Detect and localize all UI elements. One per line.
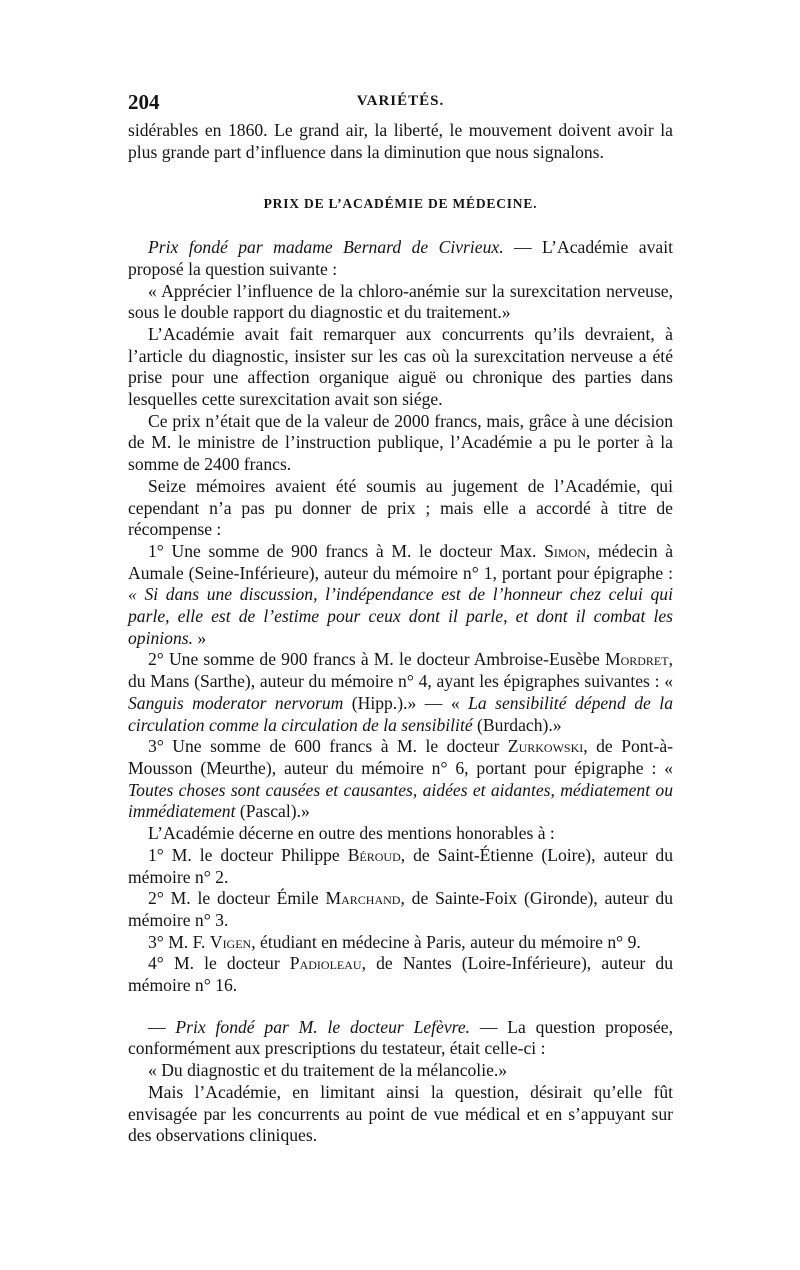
award-2-text4: (Burdach).» — [472, 714, 562, 735]
mention-1-text2: , de Saint-Étienne (Loire), auteur du mémoire n° 2. — [128, 844, 674, 887]
award-1-name: Simon — [544, 540, 586, 561]
award-2-text: 2° Une somme de 900 francs à M. le docteur Ambroise-Eusèbe — [148, 649, 605, 670]
mention-3 — [128, 932, 673, 954]
lefevre-prize-title: Prix fondé par M. le docteur Lefèvre. — [175, 1016, 471, 1037]
paragraph-final: Mais l’Académie, en limitant ainsi la question, désirait qu’elle fût envisagée par les concurrents au point de vue médical et en s’appuyant sur des observations cliniques. — [128, 1081, 673, 1146]
mention-1 — [128, 845, 673, 888]
paragraph-lefevre-prize — [128, 1017, 673, 1060]
award-3-epigraph: Toutes choses sont causées et causantes, aidées et aidantes, médiatement ou immédiatement — [128, 779, 673, 822]
award-3-name: Zurkowski — [507, 736, 584, 757]
paragraph-question: « Apprécier l’influence de la chloro-anémie sur la surexcitation nerveuse, sous le double rapport du diagnostic et du traitement.» — [128, 280, 673, 323]
mention-1-text: 1° M. le docteur Philippe — [148, 844, 348, 865]
mention-2-text: 2° M. le docteur Émile — [148, 888, 326, 909]
award-3-text3: (Pascal).» — [235, 801, 310, 822]
page — [128, 90, 673, 1147]
mention-4 — [128, 953, 673, 996]
award-3-text: 3° Une somme de 600 francs à M. le docteur — [148, 736, 508, 757]
mention-1-name: Béroud — [347, 844, 401, 865]
running-header — [128, 90, 673, 120]
award-2-epigraph-1: Sanguis moderator nervorum — [128, 692, 344, 713]
mention-2-text2: , de Sainte-Foix (Gironde), auteur du mémoire n° 3. — [128, 888, 673, 930]
award-1-epigraph: « Si dans une discussion, l’indépendance est de l’honneur chez celui qui parle, elle est de l’estime pour ceux dont il parle, et dont il combat les opinions. — [128, 584, 673, 648]
award-2-name: Mordret — [604, 649, 669, 670]
paragraph-submissions: Seize mémoires avaient été soumis au jugement de l’Académie, qui cependant n’a pas pu donner de prix ; mais elle a accordé à titre de récompense : — [128, 475, 673, 540]
paragraph-continuation: sidérables en 1860. Le grand air, la liberté, le mouvement doivent avoir la plus grande part d’influence dans la diminution que nous signalons. — [128, 120, 673, 162]
section-title: PRIX DE L’ACADÉMIE DE MÉDECINE. — [263, 196, 538, 212]
award-1-end: » — [193, 627, 207, 648]
mention-4-text2: , de Nantes (Loire-Inférieure), auteur du mémoire n° 16. — [128, 953, 673, 996]
award-1 — [128, 541, 673, 650]
award-3 — [128, 736, 673, 823]
paragraph-prize-intro — [128, 237, 673, 280]
mention-3-text2: , étudiant en médecine à Paris, auteur du mémoire n° 9. — [251, 931, 641, 952]
mention-2-name: Marchand — [325, 888, 401, 909]
body-text — [128, 120, 673, 1147]
paragraph-melancholy-question: « Du diagnostic et du traitement de la mélancolie.» — [148, 1060, 508, 1081]
spacer — [128, 997, 673, 1017]
prize-title-italic: Prix fondé par madame Bernard de Civrieux. — [148, 237, 504, 258]
mention-4-text: 4° M. le docteur — [148, 953, 290, 974]
lefevre-prize-text: — La question proposée, conformément aux prescriptions du testateur, était celle-ci : — [128, 1016, 673, 1059]
award-2-text3: (Hipp.).» — « — [343, 692, 469, 713]
paragraph-mentions-intro: L’Académie décerne en outre des mentions honorables à : — [148, 823, 555, 844]
prize-intro-text: — L’Académie avait proposé la question suivante : — [128, 237, 673, 279]
paragraph-remark: L’Académie avait fait remarquer aux concurrents qu’ils devraient, à l’article du diagnostic, insister sur les cas où la surexcitation nerveuse a été prise pour une affection organique aiguë ou chronique des parties dans lesquelles cette surexcitation avait son siége. — [128, 323, 673, 410]
award-2-text2: , du Mans (Sarthe), auteur du mémoire n° 4, ayant les épigraphes suivantes : « — [128, 649, 673, 692]
award-2 — [128, 649, 673, 736]
page-number: 204 — [128, 90, 160, 114]
running-title: VARIÉTÉS. — [356, 93, 445, 109]
award-3-text2: , de Pont-à-Mousson (Meurthe), auteur du mémoire n° 6, portant pour épigraphe : « — [128, 736, 673, 778]
award-2-epigraph-2: La sensibilité dépend de la circulation comme la circulation de la sensibilité — [128, 692, 673, 735]
award-1-text: 1° Une somme de 900 francs à M. le docteur Max. — [148, 540, 545, 561]
mention-3-name: Vigen — [209, 931, 252, 952]
mention-2 — [128, 888, 673, 931]
award-1-text2: , médecin à Aumale (Seine-Inférieure), auteur du mémoire n° 1, portant pour épigraphe : — [128, 540, 673, 583]
lefevre-dash: — — [148, 1016, 176, 1037]
mention-3-text: 3° M. F. — [148, 931, 210, 952]
mention-4-name: Padioleau — [289, 953, 362, 974]
paragraph-value: Ce prix n’était que de la valeur de 2000 francs, mais, grâce à une décision de M. le ministre de l’instruction publique, l’Académie a pu le porter à la somme de 2400 francs. — [128, 410, 673, 475]
